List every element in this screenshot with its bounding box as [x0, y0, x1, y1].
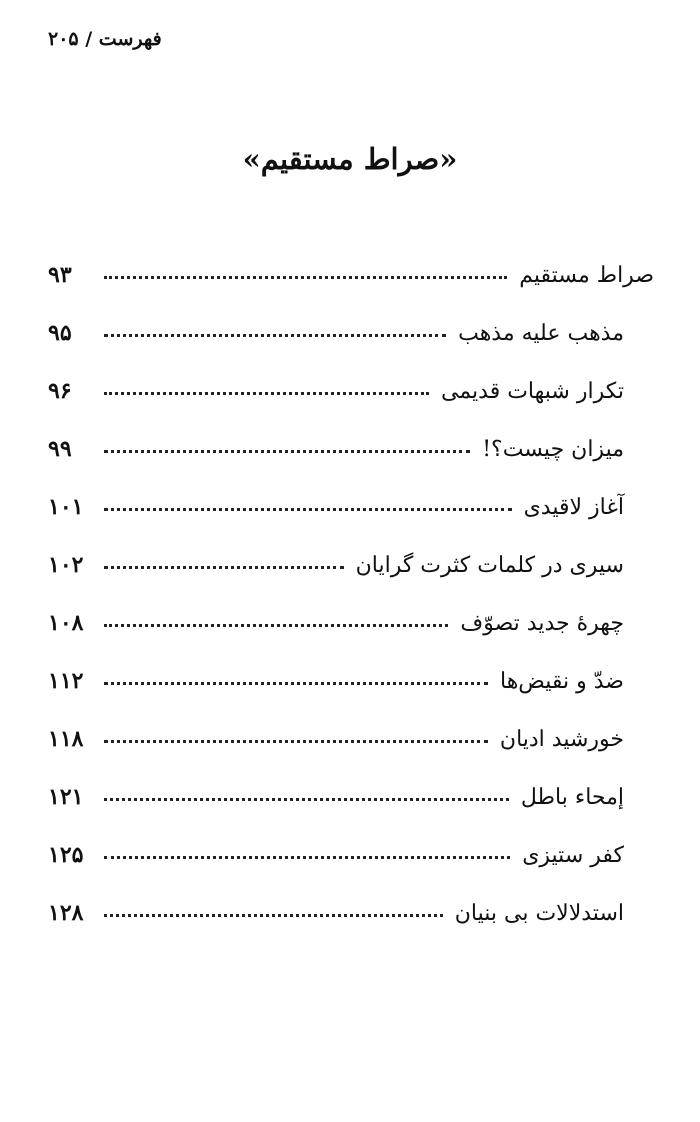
toc-entry-title: میزان چیست؟! [482, 437, 624, 462]
dot-leader [104, 450, 470, 453]
toc-entry-page: ۱۲۸ [48, 900, 84, 926]
toc-entry-title: کفر ستیزی [522, 843, 624, 868]
toc-entry-title: ضدّ و نقیض‌ها [500, 669, 624, 694]
toc-entry-page: ۹۶ [48, 378, 72, 404]
toc-entry [48, 256, 654, 314]
toc-entry [48, 836, 654, 894]
toc-entry-page: ۱۰۸ [48, 610, 84, 636]
toc-entry [48, 662, 654, 720]
toc-entry-title: چهرهٔ جدید تصوّف [460, 611, 624, 636]
toc-entry-page: ۱۰۱ [48, 494, 84, 520]
toc-entry-title: سیری در کلمات کثرت گرایان [355, 553, 624, 578]
dot-leader [104, 508, 512, 511]
toc-entry-title: مذهب علیه مذهب [458, 321, 624, 346]
toc-entry-page: ۱۲۱ [48, 784, 84, 810]
toc-entry-title: استدلالات بی بنیان [454, 901, 624, 926]
toc-entry [48, 894, 654, 952]
dot-leader [104, 566, 344, 569]
toc-entry-page: ۱۱۲ [48, 668, 84, 694]
dot-leader [104, 392, 429, 395]
dot-leader [104, 914, 443, 917]
dot-leader [104, 682, 488, 685]
toc-entry [48, 720, 654, 778]
toc-entry-page: ۱۱۸ [48, 726, 84, 752]
toc-entry-title: إمحاء باطل [520, 785, 624, 810]
toc-entry-page: ۱۰۲ [48, 552, 84, 578]
toc-entry [48, 546, 654, 604]
section-title: «صراط مستقیم» [242, 142, 458, 176]
toc-entry-page: ۹۳ [48, 262, 72, 288]
running-head: فهرست / ۲۰۵ [48, 28, 162, 50]
dot-leader [104, 276, 507, 279]
toc-entry-page: ۹۵ [48, 320, 72, 346]
dot-leader [104, 798, 509, 801]
toc-entry [48, 488, 654, 546]
toc-entry [48, 430, 654, 488]
dot-leader [104, 856, 510, 859]
dot-leader [104, 334, 446, 337]
toc-entry-page: ۱۲۵ [48, 842, 84, 868]
toc-entry-page: ۹۹ [48, 436, 72, 462]
toc-entry-title: خورشید ادیان [499, 727, 624, 752]
dot-leader [104, 740, 488, 743]
table-of-contents [48, 256, 654, 952]
toc-entry [48, 604, 654, 662]
dot-leader [104, 624, 448, 627]
toc-entry [48, 314, 654, 372]
toc-entry-title: صراط مستقیم [519, 263, 654, 288]
toc-entry [48, 778, 654, 836]
toc-entry [48, 372, 654, 430]
toc-entry-title: آغاز لاقیدی [523, 495, 624, 520]
toc-entry-title: تکرار شبهات قدیمی [440, 379, 624, 404]
